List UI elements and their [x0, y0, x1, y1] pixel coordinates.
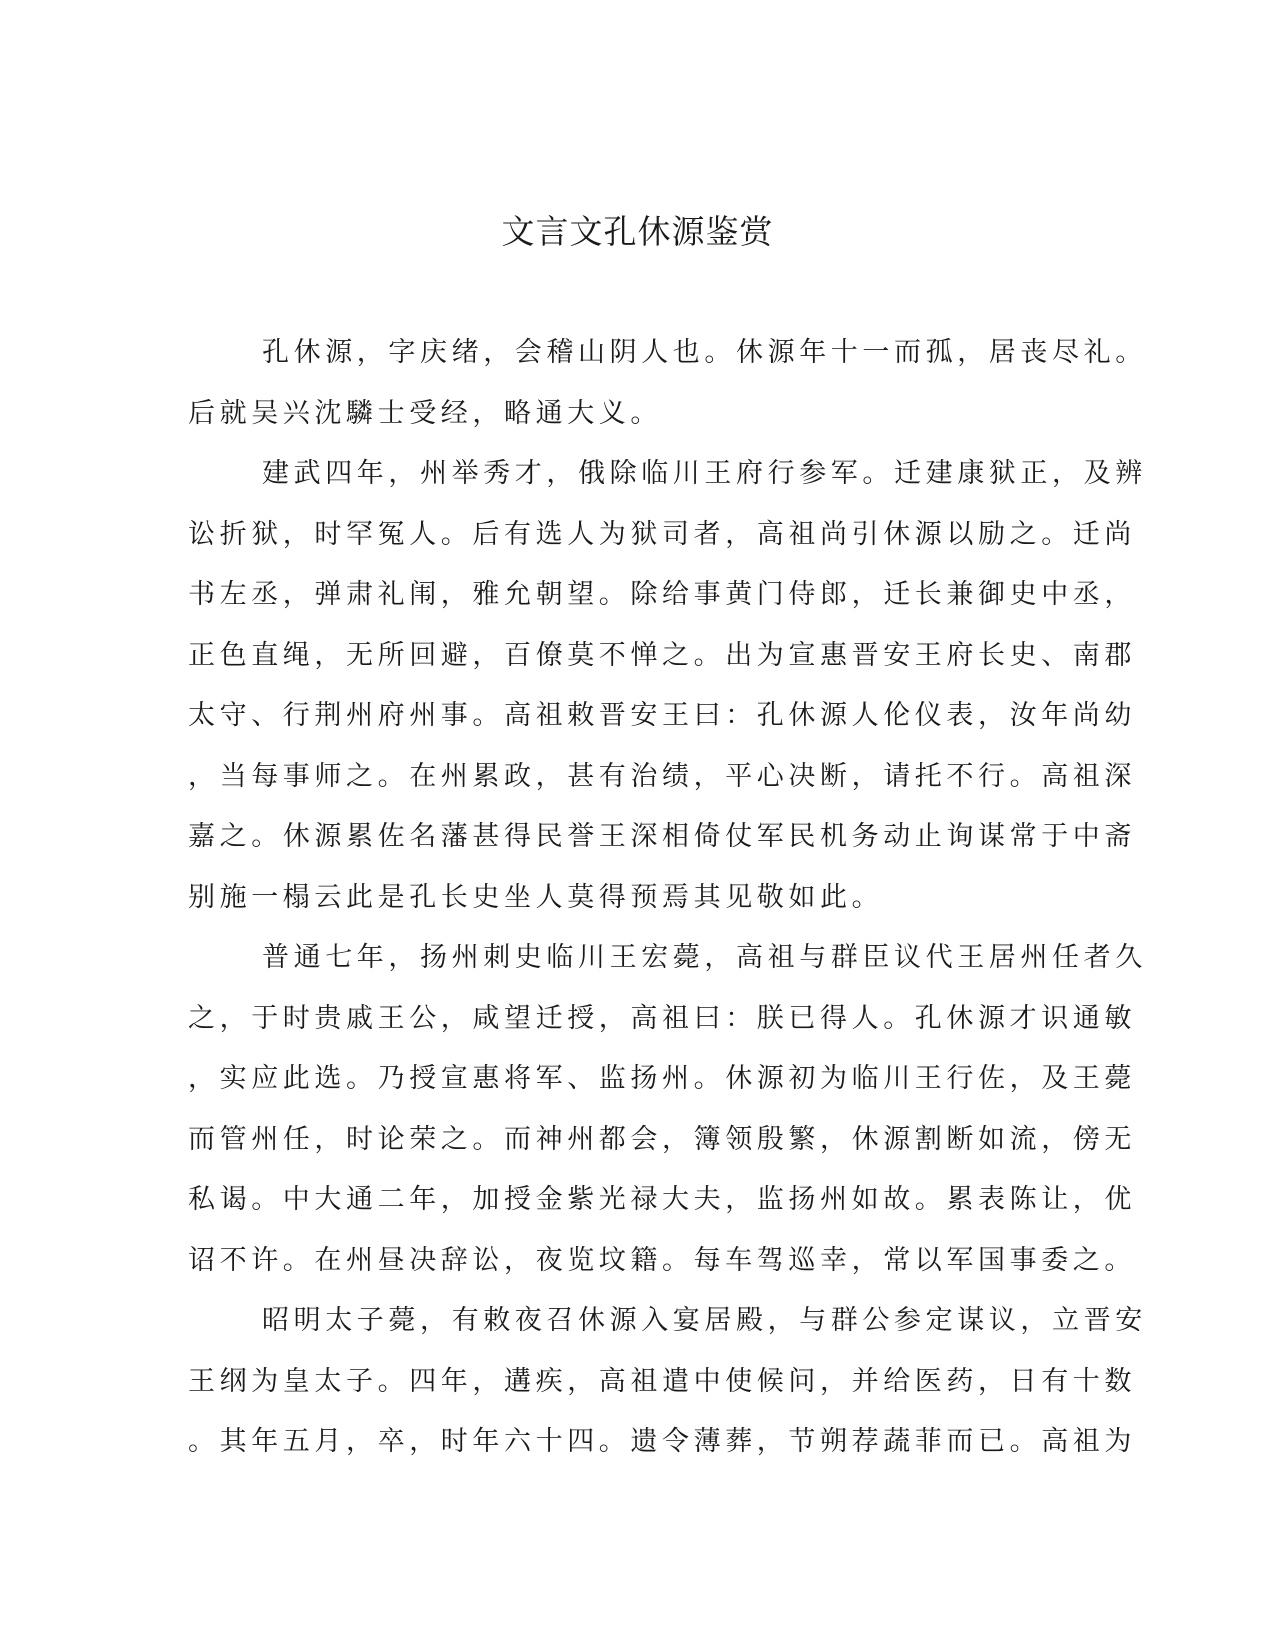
- paragraph-3: [188, 928, 1147, 1291]
- text-line: 王纲为皇太子。四年，遘疾，高祖遣中使候问，并给医药，日有十数: [188, 1365, 1136, 1397]
- paragraph-4: [188, 1291, 1147, 1473]
- text-line: 嘉之。休源累佐名藩甚得民誉王深相倚仗军民机务动止询谋常于中斋: [188, 821, 1136, 852]
- text-line: 建武四年，州举秀才，俄除临川王府行参军。迁建康狱正，及辨: [262, 458, 1147, 489]
- text-line: 普通七年，扬州刺史临川王宏薨，高祖与群臣议代王居州任者久: [262, 942, 1147, 973]
- text-line: 孔休源，字庆绪，会稽山阴人也。休源年十一而孤，居丧尽礼。: [262, 337, 1147, 368]
- text-line: 太守、行荆州府州事。高祖敕晋安王曰：孔休源人伦仪表，汝年尚幼: [188, 700, 1136, 731]
- text-line: 讼折狱，时罕冤人。后有选人为狱司者，高祖尚引休源以励之。迁尚: [188, 518, 1136, 550]
- text-line: 书左丞，弹肃礼闱，雅允朝望。除给事黄门侍郎，迁长兼御史中丞，: [188, 579, 1136, 610]
- text-line: 私谒。中大通二年，加授金紫光禄大夫，监扬州如故。累表陈让，优: [188, 1184, 1136, 1215]
- text-line: 而管州任，时论荣之。而神州都会，簿领殷繁，休源割断如流，傍无: [188, 1123, 1136, 1155]
- document-body: [188, 323, 1147, 1473]
- paragraph-2: [188, 444, 1147, 928]
- text-line: ，实应此选。乃授宣惠将军、监扬州。休源初为临川王行佐，及王薨: [188, 1063, 1136, 1094]
- text-line: 。其年五月，卒，时年六十四。遗令薄葬，节朔荐蔬菲而已。高祖为: [188, 1426, 1136, 1457]
- text-line: ，当每事师之。在州累政，甚有治绩，平心决断，请托不行。高祖深: [188, 760, 1136, 792]
- text-line: 之，于时贵戚王公，咸望迁授，高祖曰：朕已得人。孔休源才识通敏: [188, 1002, 1136, 1034]
- text-line: 别施一榻云此是孔长史坐人莫得预焉其见敬如此。: [188, 881, 884, 913]
- text-line: 诏不许。在州昼决辞讼，夜览坟籍。每车驾巡幸，常以军国事委之。: [188, 1244, 1136, 1276]
- text-line: 正色直绳，无所回避，百僚莫不惮之。出为宣惠晋安王府长史、南郡: [188, 639, 1136, 671]
- document-title: 文言文孔休源鉴赏: [501, 212, 774, 251]
- paragraph-1: [188, 323, 1147, 444]
- text-line: 后就吴兴沈驎士受经，略通大义。: [188, 397, 662, 429]
- text-line: 昭明太子薨，有敕夜召休源入宴居殿，与群公参定谋议，立晋安: [262, 1305, 1147, 1336]
